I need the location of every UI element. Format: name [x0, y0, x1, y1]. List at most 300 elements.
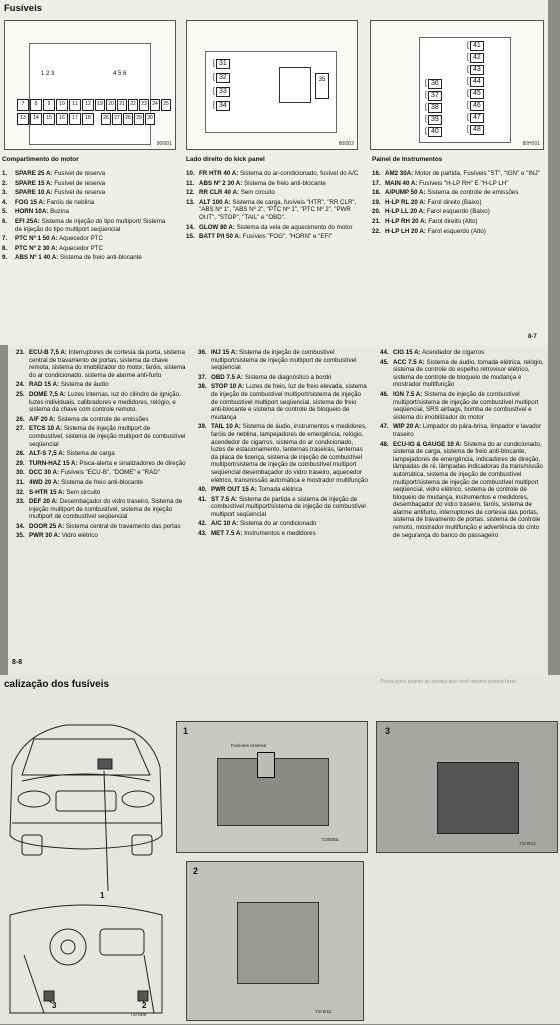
fuse-rating: ALT 100 A: [199, 198, 231, 206]
fuse-list-column [2, 170, 170, 264]
fuse-description: Fusível de reserva [52, 189, 106, 197]
fuse-cell: 9 [43, 99, 55, 111]
fuse-cell [213, 59, 230, 68]
fuse-cell: 19 [95, 99, 105, 111]
fuse-rating: A/F 20 A: [29, 415, 56, 423]
column-title: Compartimento do motor [2, 156, 79, 163]
fuse-entry [380, 441, 544, 540]
fuse-entry [198, 486, 368, 494]
fuse-entry [198, 496, 368, 519]
fuse-number: 22. [372, 227, 381, 235]
fuse-description: Farol direito (Alto) [426, 217, 478, 225]
fuse-number: 13. [186, 198, 195, 206]
fuse-number: 43. [198, 530, 207, 538]
fuse-bracket: [ [425, 104, 427, 111]
fuse-rating: ECU-B 7,5 A: [29, 349, 67, 356]
fuse-entry [16, 391, 186, 414]
fuse-group-label: 4 5 6 [113, 71, 127, 77]
fuse-description: Tomada elétrica [256, 486, 303, 494]
fuse-description: Farol esquerdo (Alto) [425, 227, 486, 235]
fuse-number: 2. [2, 179, 8, 187]
fuse-cell: 24 [150, 99, 160, 111]
fuse-cell: 15 [43, 113, 55, 125]
fuse-entry [16, 349, 186, 379]
fuse-box-photo-2 [186, 861, 364, 1021]
fuse-rating: RAD 15 A: [29, 381, 60, 389]
fuse-description: Sistema de injeção do tipo multiport/ Sistema de injeção do tipo multiport seqüencial [15, 217, 166, 233]
fuse-label: 40 [428, 127, 442, 137]
fuse-number: 36. [198, 349, 207, 356]
fuse-entry [16, 489, 186, 497]
fuse-description: Sistema de controle de emissões [55, 415, 149, 423]
fuse-rating: GLOW 80 A: [199, 223, 235, 231]
kick-panel-fuse-diagram [186, 20, 358, 150]
fuse-description: Sistema de diagnóstico a bordo [243, 373, 332, 381]
fuse-cell: 20 [106, 99, 116, 111]
fuse-bracket: [ [213, 102, 215, 109]
fuse-rating: BATT P/I 50 A: [199, 233, 241, 241]
column-title: Painel de Instrumentos [372, 156, 443, 163]
fuse-entry [16, 532, 186, 540]
fuse-rating: ABS Nº 1 40 A: [15, 254, 59, 262]
fuse-label: 48 [470, 125, 484, 135]
fuse-entry [380, 349, 544, 357]
fuse-list-column [198, 349, 368, 540]
fuse-rating: H-LP LH 20 A: [385, 227, 426, 235]
fuse-cell [467, 101, 484, 110]
fuse-location-page [0, 675, 560, 1024]
fuse-entry [186, 170, 362, 178]
fuse-entry [2, 189, 170, 197]
fuse-description: Sem circuito [64, 488, 101, 496]
fuse-entry [372, 228, 544, 236]
fuse-rating: A/C 10 A: [211, 520, 239, 528]
fuse-cell [467, 125, 484, 134]
page-corner-mark: 8-7 [528, 334, 537, 340]
fuse-description: Sistema de carga [64, 450, 115, 458]
fuse-description: Luzes de freio, luz de freio elevada, sistema de injeção de combustível multiport/sistema de injeção de combustível multiport seqüencial, sistema de freio anti-blocante e sistema de controle de bloqueio de mudança [211, 383, 367, 421]
fuse-number: 48. [380, 440, 389, 448]
section-heading: Fusíveis [4, 3, 43, 14]
fuse-number: 3. [2, 189, 8, 197]
fuse-entry [2, 245, 170, 253]
fuse-description: Sistema de controle de emissões [425, 189, 519, 197]
fuse-cell: 29 [134, 113, 144, 125]
fuse-label: 33 [216, 87, 230, 97]
fuse-rating: DEF 20 A: [29, 498, 58, 506]
image-code: 71I005a [321, 838, 339, 843]
page-number: 8-8 [12, 659, 23, 666]
fuse-description: Vidro elétrico [60, 532, 98, 540]
fuse-description: Motor de partida, Fusíveis "ST", "IGN" e "INJ" [413, 170, 540, 177]
fuse-number: 19. [372, 198, 381, 206]
fuse-number: 20. [372, 208, 381, 216]
fuse-description: Desembaçador do vidro traseiro, Sistema de injeção multiport de combustível, sistema de injeção multiport de combustível seqüencial [29, 498, 183, 521]
panel-fuse-block [437, 762, 519, 834]
fuse-cell: 18 [82, 113, 94, 125]
fuse-number: 38. [198, 383, 207, 391]
fuse-rating: ST 7.5 A: [211, 495, 238, 503]
fuse-label: 36 [428, 79, 442, 89]
fuse-number: 30. [16, 469, 25, 477]
fuse-list-column [372, 170, 544, 237]
fuse-cell: 25 [161, 99, 171, 111]
fuse-label: 47 [470, 113, 484, 123]
fuse-entry [372, 180, 544, 188]
fuse-cell: 22 [128, 99, 138, 111]
fuse-cell [213, 73, 230, 82]
fuse-entry [16, 425, 186, 448]
fuse-cell: 8 [30, 99, 42, 111]
fuse-number: 31. [16, 478, 25, 486]
fuse-rating: STOP 10 A: [211, 383, 245, 391]
fuse-cell: 23 [139, 99, 149, 111]
fuse-cell [425, 91, 442, 100]
fuse-cell: 27 [112, 113, 122, 125]
fuse-number: 28. [16, 450, 25, 458]
fuse-number: 26. [16, 415, 25, 423]
fuse-cell [467, 41, 484, 50]
fuse-cell [425, 115, 442, 124]
fuse-label: 38 [428, 103, 442, 113]
fuse-description: Sistema do ar condicionado [238, 520, 317, 528]
column-title: Lado direito do kick panel [186, 156, 265, 163]
fuse-description: Sistema de partida e sistema de injeção de combustível multiport/sistema de injeção de combustível multiport seqüencial [211, 495, 366, 518]
photo-number: 2 [193, 866, 199, 876]
fuse-entry [2, 180, 170, 188]
fuse-rating: DCC 30 A: [29, 469, 60, 477]
fuse-number: 8. [2, 244, 8, 252]
fuse-description: Fusíveis "FOG", "HORN" e "EFI" [240, 233, 333, 241]
fuse-entry [2, 254, 170, 262]
fuse-entry [186, 233, 362, 241]
fuse-number: 46. [380, 390, 389, 398]
fuse-35: 35 [315, 73, 329, 99]
fuse-number: 47. [380, 423, 389, 431]
fuse-label: 32 [216, 73, 230, 83]
fuse-cell: 16 [56, 113, 68, 125]
engine-fuse-box-diagram [4, 20, 176, 150]
fuse-label: 39 [428, 115, 442, 125]
fuse-cell: 21 [117, 99, 127, 111]
fuse-description: Fusíveis "H-LP RH" E "H-LP LH" [417, 179, 509, 187]
fuse-rating: EFI 25A: [15, 217, 40, 225]
fuse-rating: MAIN 40 A: [385, 179, 418, 187]
fuse-bracket: [ [425, 80, 427, 87]
fuse-bracket: [ [467, 114, 469, 121]
fuse-entry [16, 523, 186, 531]
fuse-rating: DOOR 25 A: [29, 522, 65, 530]
fuse-cell [467, 113, 484, 122]
fuse-entry [372, 199, 544, 207]
fuse-rating: WIP 20 A: [393, 423, 422, 431]
fuse-description: Aquecedor PTC [57, 244, 104, 252]
fuse-bracket: [ [467, 126, 469, 133]
fuse-rating: ACC 7.5 A: [393, 358, 425, 366]
photo-number: 1 [183, 726, 189, 736]
fuse-number: 4. [2, 198, 8, 206]
fuse-description: Sistema de áudio, instrumentos e medidores, faróis de neblina, lampejadores de emergência, relógio, acendedor de cigarros, sistema do ar condicionado, luzes de estacionamento, lanternas traseiras, lanternas da placa de licença, sistema de injeção de combustível multiport/sistema de injeção de combustível multiport seqüencial desembaçador do vidro traseiro, aquecedor elétrico, transmissão automática e mostrador multifunção [211, 423, 368, 484]
fuse-cell [425, 79, 442, 88]
fuse-description: Farol esquerdo (Baixo) [425, 208, 490, 216]
fuse-cell: 11 [69, 99, 81, 111]
fuse-number: 1. [2, 170, 8, 177]
fuse-entry [372, 218, 544, 226]
fuse-group-label: 1 2 3 [41, 71, 55, 77]
fuse-rating: PWR 30 A: [29, 532, 61, 540]
fuse-cell [467, 53, 484, 62]
fuse-bracket: [ [467, 102, 469, 109]
fuse-rating: H-LP LL 20 A: [385, 208, 426, 216]
fuse-bracket: [ [467, 78, 469, 85]
fuse-bracket: [ [467, 90, 469, 97]
fuse-entry [16, 469, 186, 477]
fuse-number: 33. [16, 498, 25, 506]
fuse-rating: H-LP RH 20 A: [385, 217, 427, 225]
fuse-description: Sistema central de travamento das portas [64, 522, 181, 530]
fuse-list-column [186, 170, 362, 243]
callout-3: 3 [52, 1001, 57, 1010]
fuse-number: 34. [16, 522, 25, 530]
fuse-label: 46 [470, 101, 484, 111]
callout-1: 1 [100, 891, 105, 900]
panel-fuses-left [425, 79, 442, 136]
fuse-row [95, 99, 171, 111]
fuse-description: Sistema do ar-condicionado, fusível do A/C [238, 170, 359, 177]
fuse-box-photo-3 [376, 721, 558, 853]
fuse-bracket: [ [467, 54, 469, 61]
fuse-entry [16, 381, 186, 389]
fuse-list-page-middle [8, 345, 548, 675]
fuse-cell: 26 [101, 113, 111, 125]
fuse-number: 15. [186, 233, 195, 241]
fuse-rating: SPARE 10 A: [15, 189, 53, 197]
fuse-number: 37. [198, 373, 207, 381]
fuse-rating: A/PUMP 50 A: [385, 189, 426, 197]
fuse-entry [2, 218, 170, 233]
image-code: 71H012 [519, 842, 536, 847]
fuse-rating: RR CLR 40 A: [199, 189, 239, 197]
fuse-rating: SPARE 15 A: [15, 179, 53, 187]
fuse-number: 24. [16, 381, 25, 389]
fuse-label: 45 [470, 89, 484, 99]
fuse-number: 16. [372, 170, 381, 177]
fuse-number: 40. [198, 486, 207, 494]
fuse-number: 35. [16, 532, 25, 540]
fuse-cell: 17 [69, 113, 81, 125]
vehicle-drawing [4, 715, 168, 1020]
fuse-cell: 30 [145, 113, 155, 125]
fuse-number: 9. [2, 254, 8, 262]
fuse-entry [186, 224, 362, 232]
image-code: 71H011 [315, 1010, 332, 1015]
fuse-row [17, 99, 94, 111]
fuse-description: Limpador do pára-brisa, limpador e lavador traseiro [393, 423, 542, 438]
fuse-entry [16, 460, 186, 468]
fuse-description: Sistema de áudio [59, 381, 109, 389]
fuse-rating: H-LP RL 20 A: [385, 198, 426, 206]
fuse-description: Sistema de injeção de combustível multiport/sistema de injeção de combustível multiport seqüencial, SRS airbags, bomba de combustível e sistema do imobilizador do motor [393, 390, 539, 421]
fuse-entry [380, 423, 544, 438]
fuse-description: Sistema da vela de aquecimento do motor [234, 223, 353, 231]
fuse-list-column [16, 349, 186, 542]
fuse-entry [2, 170, 170, 178]
relay-block [279, 67, 311, 103]
fuse-rating: ALT-S 7,5 A: [29, 450, 65, 458]
fuse-cell: 14 [30, 113, 42, 125]
fuse-number: 29. [16, 459, 25, 467]
photo-number: 3 [385, 726, 391, 736]
fuse-rating: S-HTR 15 A: [29, 488, 65, 496]
fuse-description: Sistema de injeção de combustível multiport/sistema de injeção multiport de combustível seqüencial [211, 349, 357, 372]
fuse-entry [198, 520, 368, 528]
fuse-entry [198, 374, 368, 382]
fuse-rating: OBD 7.5 A: [211, 373, 244, 381]
fuse-number: 42. [198, 520, 207, 528]
fuse-rating: ECU-IG & GAUGE 10 A: [393, 440, 462, 448]
fuse-rating: INJ 15 A: [211, 349, 238, 356]
fuse-cell: 13 [17, 113, 29, 125]
fuse-rating: 4WD 20 A: [29, 478, 60, 486]
fuse-description: Instrumentos e medidores [242, 530, 316, 538]
fuse-description: Fusível de reserva [52, 179, 106, 187]
fuse-entry [372, 170, 544, 178]
fuse-rating: PTC Nº 1 50 A: [15, 235, 58, 243]
fuse-bracket: [ [213, 88, 215, 95]
fuse-rating: TURN-HAZ 15 A: [29, 459, 78, 467]
fuse-number: 18. [372, 189, 381, 197]
fuse-entry [2, 199, 170, 207]
fuse-description: Luzes internas, luz do cilindro de ignição, luzes individuais, calibradores e medidores, relógio, e sistema da chave com controle remoto. [29, 390, 181, 414]
fuse-cell [213, 101, 230, 110]
fuse-entry [372, 208, 544, 216]
fuse-description: Sistema de freio anti-blocante [242, 179, 326, 187]
fuse-rating: FR HTR 40 A: [199, 170, 239, 177]
fuse-label: 42 [470, 53, 484, 63]
fuse-entry [16, 416, 186, 424]
bleed-through-text: Precauções quanto ao serviço que você mesmo poderá fazer [380, 679, 517, 685]
fuse-description: Buzina [48, 208, 69, 216]
fuse-number: 39. [198, 423, 207, 431]
fuse-description: Sistema de freio anti-blocante [59, 478, 143, 486]
fuse-number: 44. [380, 349, 389, 356]
fuse-label: 37 [428, 91, 442, 101]
fuse-rating: PTC Nº 2 30 A: [15, 244, 58, 252]
fuse-description: Interruptores de cortesia da porta, sistema central de travamento de portas, sistema da chave remota, sistema do imobilizador do motor, faróis, sistema do ar condicionado, sistema de alarme anti-furto [29, 349, 186, 379]
fuse-bracket: [ [467, 42, 469, 49]
fuse-number: 11. [186, 179, 195, 187]
fuse-description: Farol direito (Baixo) [425, 198, 482, 206]
fuse-label: 44 [470, 77, 484, 87]
fuse-label: 34 [216, 101, 230, 111]
fuse-rating: AM2 30A: [385, 170, 414, 177]
fuse-number: 27. [16, 425, 25, 433]
fuse-list-page-top [0, 0, 548, 345]
fuse-description: Fusível de reserva [52, 170, 106, 177]
fuse-number: 10. [186, 170, 195, 177]
fuse-label: 43 [470, 65, 484, 75]
spare-fuse-marker [257, 752, 275, 778]
fuse-label: 31 [216, 59, 230, 69]
fuse-number: 41. [198, 495, 207, 503]
fuse-cell [467, 65, 484, 74]
spare-fuses-label: Fusíveis reserva [231, 744, 267, 749]
fuse-description: Sem circuito [239, 189, 275, 197]
fuse-rating: ABS Nº 2 30 A: [199, 179, 243, 187]
fuse-description: Sistema do ar condicionado, sistema de carga, sistema de freio anti-blocante, lampejadores de emergência, indicadores de direção, lâmpadas de ré, lâmpadas indicadoras da transmissão automática, sistema de injeção de combustível multiport/sistema de injeção de combustível multiport seqüencial, vidro elétrico, sistema de controle de bloqueio de mudança, instrumentos e medidores, desembaçador do vidro traseiro, faróis, sistema de alarme antifurto, interruptores de cortesia das portas, sistema de travamento de portas, sistema de controle remoto, mostrador multifunção e advertência do cinto de segurança do banco do passageiro [393, 440, 543, 539]
fuse-entry [16, 479, 186, 487]
engine-fuse-box-outline [29, 43, 151, 145]
kick-fuse-list [213, 59, 230, 110]
fuse-entry [2, 235, 170, 243]
fuse-number: 14. [186, 223, 195, 231]
fuse-rating: MET 7.5 A: [211, 530, 243, 538]
diagram-code: 80I002 [338, 141, 354, 147]
fuse-description: Pisca-alerta e sinalizadores de direção [77, 459, 186, 467]
fuse-bracket: [ [425, 128, 427, 135]
fuse-rating: CIG 15 A: [393, 349, 421, 356]
fuse-list-column [380, 349, 544, 541]
fuse-row [101, 113, 155, 125]
fuse-entry [380, 359, 544, 389]
fuse-number: 5. [2, 208, 8, 216]
fuse-entry [198, 383, 368, 421]
fuse-rating: TAIL 10 A: [211, 423, 241, 431]
fuse-box-photo-1 [176, 721, 368, 853]
fuse-rating: ETCS 10 A: [29, 425, 63, 433]
fuse-rating: FOG 15 A: [15, 198, 46, 206]
fuse-rating: IGN 7.5 A: [393, 390, 423, 398]
fuse-cell [213, 87, 230, 96]
fuse-description: Sistema de injeção multiport de combustível, sistema de injeção multiport de combustível seqüencial [29, 425, 186, 448]
diagram-code: 80I001 [156, 141, 172, 147]
fuse-rating: SPARE 25 A: [15, 170, 53, 177]
panel-fuses-right [467, 41, 484, 134]
fuse-entry [198, 530, 368, 538]
fuse-row [17, 113, 94, 125]
fuse-entry [198, 423, 368, 484]
fuse-number: 6. [2, 217, 8, 225]
fuse-entry [16, 498, 186, 521]
vehicle-illustration [4, 715, 168, 1020]
fuse-cell: 28 [123, 113, 133, 125]
fuse-cell: 10 [56, 99, 68, 111]
fuse-bracket: [ [213, 60, 215, 67]
fuse-entry [186, 199, 362, 222]
diagram-code: 80H001 [522, 141, 540, 147]
fuse-cell: 7 [17, 99, 29, 111]
fuse-rating: HORN 10A: [15, 208, 49, 216]
instrument-panel-fuse-diagram [370, 20, 544, 150]
fuse-entry [186, 180, 362, 188]
fuse-description: Sistema de carga, fusíveis "HTR", "RR CLR", "ABS Nº 1", "ABS Nº 2", "PTC Nº 1", "PTC Nº 2", "PWR OUT", "STOP", "TAIL" e "OBD". [199, 198, 357, 221]
fuse-number: 23. [16, 349, 25, 356]
fuse-description: Sistema de freio anti-blocante [58, 254, 142, 262]
fuse-entry [2, 208, 170, 216]
fuse-entry [186, 189, 362, 197]
fuse-description: Aquecedor PTC [57, 235, 104, 243]
fuse-rating: DOME 7,5 A: [29, 390, 66, 398]
fuse-bracket: [ [213, 74, 215, 81]
fuse-description: Sistema de áudio, tomada elétrica, relógio, sistema de controle do espelho retrovisor elétrico, sistema de controle de bloqueio de mudança e mostrador multifunção [393, 358, 544, 389]
fuse-description: Fusíveis "ECU-B", "DOME" e "RAD" [59, 469, 160, 477]
fuse-number: 17. [372, 179, 381, 187]
fuse-cell [425, 127, 442, 136]
fuse-cell [425, 103, 442, 112]
kick-panel-block [237, 902, 319, 984]
fuse-bracket: [ [425, 92, 427, 99]
fuse-number: 21. [372, 217, 381, 225]
